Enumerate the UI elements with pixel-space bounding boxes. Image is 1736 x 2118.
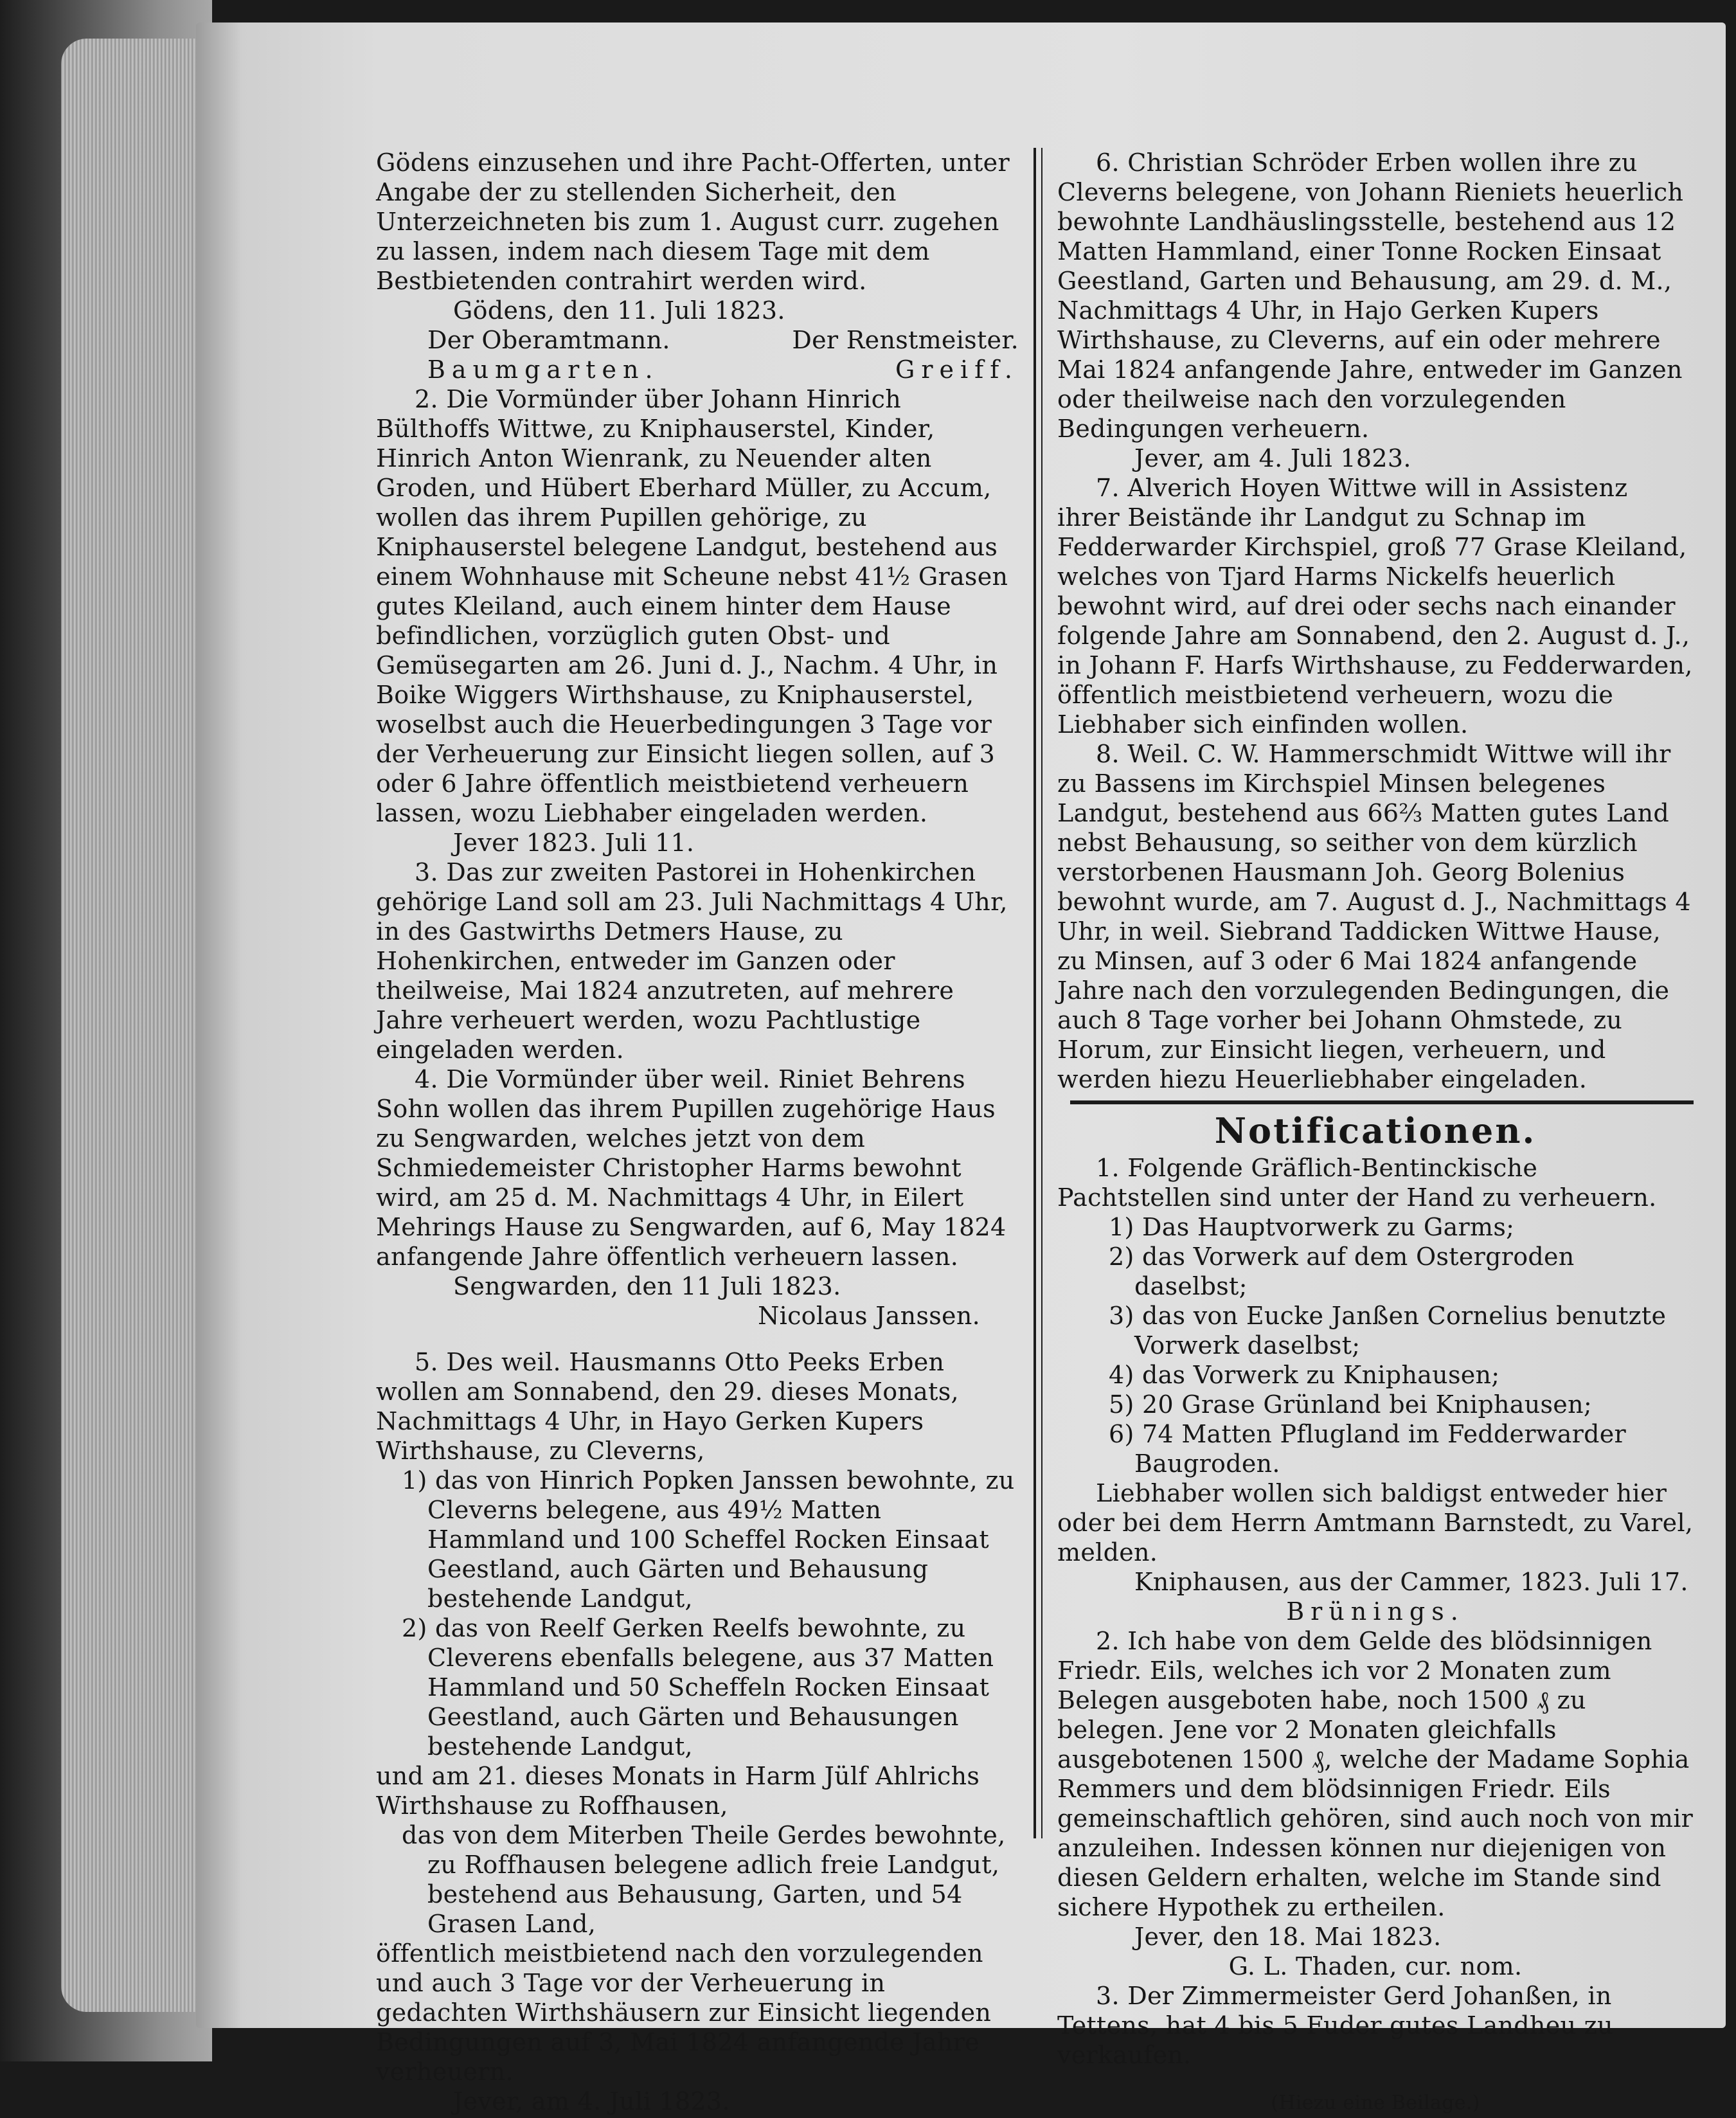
notice-item-2-date: Jever 1823. Juli 11. — [453, 829, 695, 857]
list-item: 6) 74 Matten Pflugland im Fedderwarder Baugroden. — [1109, 1420, 1627, 1478]
notification-2: 2. Ich habe von dem Gelde des blödsinnigen Friedr. Eils, welches ich vor 2 Monaten zum Belegen ausgeboten habe, noch 1500 ₰ zu belegen. Jene vor 2 Monaten gleichfalls ausgebotenen 1500 ₰, welche der Madame Sophia Remmers und dem blödsinnigen Friedr. Eils gemeinschaftlich gehören, sind auch noch von mir anzuleihen. Indessen können nur diejenigen von diesen Geldern erhalten, welche im Stande sind sichere Hypothek zu ertheilen. — [1057, 1627, 1694, 1921]
notification-1-intro: 1. Folgende Gräflich-Bentinckische Pachtstellen sind unter der Hand zu verheuern. — [1057, 1154, 1657, 1212]
list-item: 3) das von Eucke Janßen Cornelius benutzte Vorwerk daselbst; — [1109, 1302, 1667, 1360]
sig-role-right: Der Renstmeister. — [792, 326, 1019, 354]
intro-text: Gödens einzusehen und ihre Pacht-Offerten, unter Angabe der zu stellenden Sicherheit, den Unterzeichneten bis zum 1. August curr. zugehen zu lassen, indem nach diesem Tage mit dem Bestbietenden contrahirt werden wird. — [376, 148, 1010, 295]
notification-1-signature: Brünings. — [1286, 1597, 1465, 1626]
notice-item-6-date: Jever, am 4. Juli 1823. — [1134, 444, 1411, 472]
notification-1-outro: Liebhaber wollen sich baldigst entweder hier oder bei dem Herrn Amtmann Barnstedt, zu Varel, melden. — [1057, 1479, 1694, 1566]
notification-3: 3. Der Zimmermeister Gerd Johanßen, in Tettens, hat 4 bis 5 Fuder gutes Landheu zu verkaufen. — [1057, 1982, 1613, 2069]
notice-item-6: 6. Christian Schröder Erben wollen ihre zu Cleverns belegene, von Johann Rieniets heuerlich bewohnte Landhäuslingsstelle, bestehend aus 12 Matten Hammland, einer Tonne Rocken Einsaat Geestland, Garten und Behausung, am 29. d. M., Nachmittags 4 Uhr, in Hajo Gerken Kupers Wirthshause, zu Cleverns, auf ein oder mehrere Mai 1824 anfangende Jahre, entweder im Ganzen oder theilweise nach den vorzulegenden Bedingungen verheuern. — [1057, 148, 1684, 443]
signature-roles — [376, 325, 1019, 355]
signature-names — [376, 355, 1019, 384]
notice-item-5-connector: und am 21. dieses Monats in Harm Jülf Ahlrichs Wirthshause zu Roffhausen, — [376, 1762, 980, 1820]
section-heading: Notificationen. — [1214, 1110, 1537, 1151]
notification-2-date: Jever, den 18. Mai 1823. — [1134, 1923, 1442, 1951]
notice-item-4: 4. Die Vormünder über weil. Riniet Behrens Sohn wollen das ihrem Pupillen zugehörige Haus zu Sengwarden, welches jetzt von dem Schmiedemeister Christopher Harms bewohnt wird, am 25 d. M. Nachmittags 4 Uhr, in Eilert Mehrings Hause zu Sengwarden, auf 6, May 1824 anfangende Jahre öffentlich verheuern lassen. — [376, 1065, 1007, 1271]
supplement-note: (Hiezu eine Beilage.) — [1271, 2092, 1480, 2114]
list-item: 4) das Vorwerk zu Kniphausen; — [1109, 1361, 1500, 1389]
page-stack — [61, 39, 209, 2012]
list-item: 2) das Vorwerk auf dem Ostergroden daselbst; — [1109, 1243, 1575, 1300]
notice-item-4-date: Sengwarden, den 11 Juli 1823. — [453, 1272, 841, 1300]
section-rule — [1070, 1100, 1694, 1104]
column-divider-thin — [1041, 148, 1042, 1838]
left-column — [376, 148, 1019, 2116]
notice-item-4-signature: Nicolaus Janssen. — [758, 1302, 980, 1330]
notice-item-5-intro: 5. Des weil. Hausmanns Otto Peeks Erben wollen am Sonnabend, den 29. dieses Monats, Nachmittags 4 Uhr, in Hayo Gerken Kupers Wirthshause, zu Cleverns, — [376, 1348, 959, 1465]
notice-item-2: 2. Die Vormünder über Johann Hinrich Bülthoffs Wittwe, zu Kniphauserstel, Kinder, Hinrich Anton Wienrank, zu Neuender alten Groden, und Hübert Eberhard Müller, zu Accum, wollen das ihrem Pupillen gehörige, zu Kniphauserstel belegene Landgut, bestehend aus einem Wohnhause mit Scheune nebst 41½ Grasen gutes Kleiland, auch einem hinter dem Hause befindlichen, vorzüglich guten Obst- und Gemüsegarten am 26. Juni d. J., Nachm. 4 Uhr, in Boike Wiggers Wirthshause, zu Kniphauserstel, woselbst auch die Heuerbedingungen 3 Tage vor der Verheuerung zur Einsicht liegen sollen, auf 3 oder 6 Jahre öffentlich meistbietend verheuern lassen, wozu Liebhaber eingeladen werden. — [376, 385, 1008, 827]
notification-1-list — [1057, 1212, 1694, 1478]
sig-name-right: Greiff. — [895, 355, 1019, 384]
notice-item-3: 3. Das zur zweiten Pastorei in Hohenkirchen gehörige Land soll am 23. Juli Nachmittags 4 Uhr, in des Gastwirths Detmers Hause, zu Hohenkirchen, entweder im Ganzen oder theilweise, Mai 1824 anzutreten, auf mehrere Jahre verheuert werden, wozu Pachtlustige eingeladen werden. — [376, 858, 1008, 1064]
notice-item-5-date: Jever, am 4. Juli 1823. — [453, 2087, 730, 2115]
right-column — [1057, 148, 1694, 2118]
notice-item-8: 8. Weil. C. W. Hammerschmidt Wittwe will ihr zu Bassens im Kirchspiel Minsen belegenes Landgut, bestehend aus 66⅔ Matten gutes Land nebst Behausung, so seither von dem kürzlich verstorbenen Hausmann Joh. Georg Bolenius bewohnt wurde, am 7. August d. J., Nachmittags 4 Uhr, in weil. Siebrand Taddicken Wittwe Hause, zu Minsen, auf 3 oder 6 Mai 1824 anfangende Jahre nach den vorzulegenden Bedingungen, die auch 8 Tage vorher bei Johann Ohmstede, zu Horum, zur Einsicht liegen, verheuern, und werden hiezu Heuerliebhaber eingeladen. — [1057, 740, 1691, 1093]
column-divider — [1034, 148, 1036, 1838]
notice-item-5-terms: öffentlich meistbietend nach den vorzulegenden und auch 3 Tage vor der Verheuerung in gedachten Wirthshäusern zur Einsicht liegenden Bedingungen auf 3, Mai 1824 anfangende Jahre verheuern. — [376, 1939, 992, 2086]
sig-name-left: Baumgarten. — [427, 355, 659, 384]
list-item: 5) 20 Grase Grünland bei Kniphausen; — [1109, 1390, 1592, 1419]
end-rule — [1083, 2079, 1694, 2082]
notice-item-7: 7. Alverich Hoyen Wittwe will in Assistenz ihrer Beistände ihr Landgut zu Schnap im Fedderwarder Kirchspiel, groß 77 Grase Kleiland, welches von Tjard Harms Nickelfs heuerlich bewohnt wird, auf drei oder sechs nach einander folgende Jahre am Sonnabend, den 2. August d. J., in Johann F. Harfs Wirthshause, zu Fedderwarden, öffentlich meistbietend verheuern, wozu die Liebhaber sich einfinden wollen. — [1057, 474, 1693, 739]
sig-role-left: Der Oberamtmann. — [427, 326, 670, 354]
notice-item-5-entry-1: 1) das von Hinrich Popken Janssen bewohnte, zu Cleverns belegene, aus 49½ Matten Hammland und 100 Scheffel Rocken Einsaat Geestland, auch Gärten und Behausung bestehende Landgut, — [402, 1466, 1015, 1613]
notice-item-5-entry-3: das von dem Miterben Theile Gerdes bewohnte, zu Roffhausen belegene adlich freie Landgut, bestehend aus Behausung, Garten, und 54 Grasen Land, — [402, 1821, 1006, 1938]
intro-date: Gödens, den 11. Juli 1823. — [453, 296, 785, 325]
list-item: 1) Das Hauptvorwerk zu Garms; — [1109, 1213, 1515, 1241]
notification-1-date: Kniphausen, aus der Cammer, 1823. Juli 17. — [1134, 1568, 1688, 1596]
notification-2-signature: G. L. Thaden, cur. nom. — [1228, 1952, 1523, 1980]
notice-item-5-entry-2: 2) das von Reelf Gerken Reelfs bewohnte, zu Cleverens ebenfalls belegene, aus 37 Matten Hammland und 50 Scheffeln Rocken Einsaat Geestland, auch Gärten und Behausungen bestehende Landgut, — [402, 1614, 994, 1761]
